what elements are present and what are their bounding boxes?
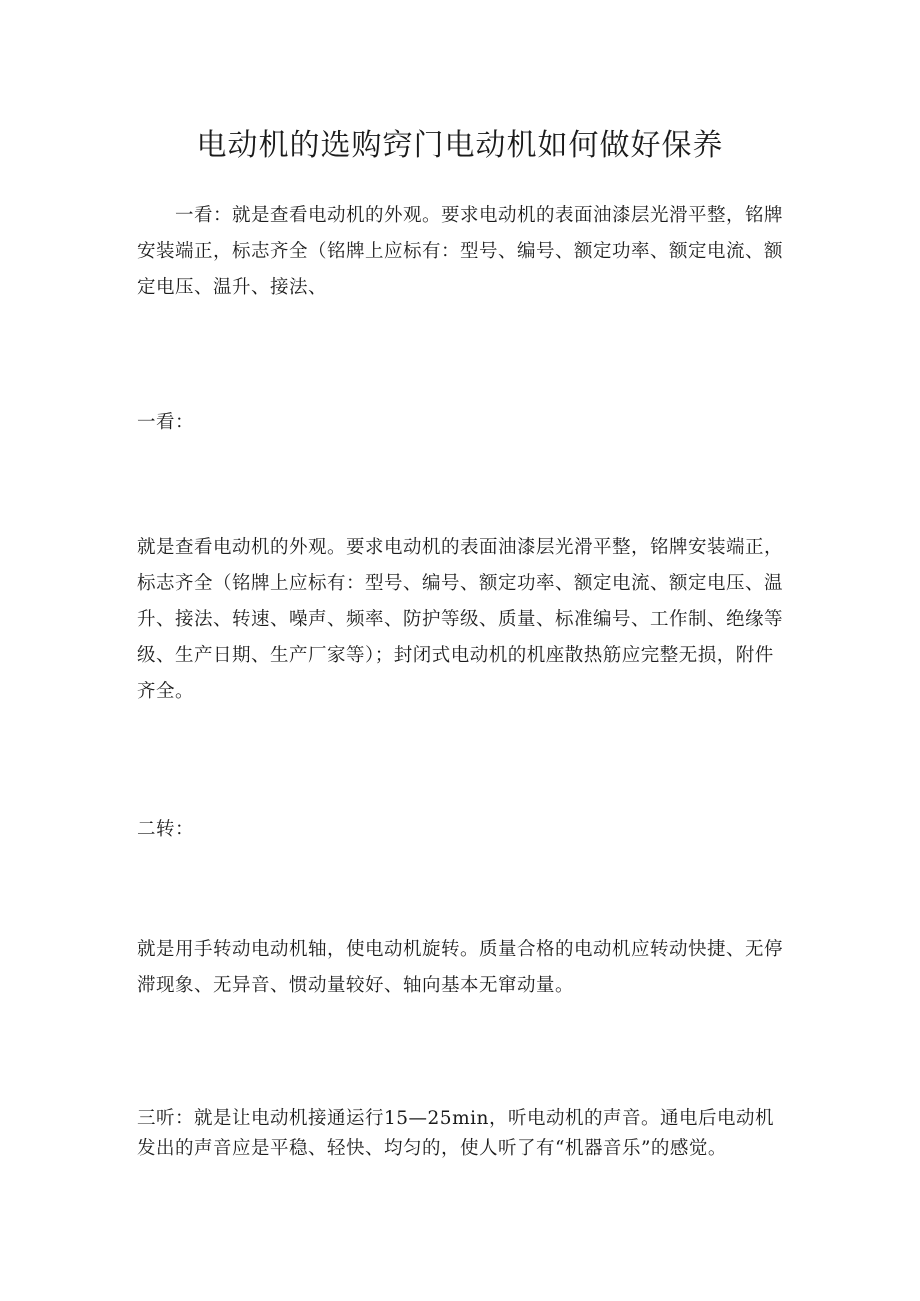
section-body-listen: 三听：就是让电动机接通运行15—25min，听电动机的声音。通电后电动机发出的声音应是平稳、轻快、均匀的，使人听了有“机器音乐”的感觉。: [137, 1108, 774, 1159]
section-body-look: 就是查看电动机的外观。要求电动机的表面油漆层光滑平整，铭牌安装端正，标志齐全（铭牌上应标有：型号、编号、额定功率、额定电流、额定电压、温升、接法、转速、噪声、频率、防护等级、质量、标准编号、工作制、绝缘等级、生产日期、生产厂家等）；封闭式电动机的机座散热筋应完整无损，附件齐全。: [137, 537, 784, 702]
section-heading-look: 一看：: [137, 412, 195, 433]
section-heading-turn: 二转：: [137, 819, 195, 840]
section-body-turn: 就是用手转动电动机轴，使电动机旋转。质量合格的电动机应转动快捷、无停滞现象、无异音、惯动量较好、轴向基本无窜动量。: [137, 939, 784, 996]
document-title: 电动机的选购窍门电动机如何做好保养: [196, 128, 724, 163]
intro-paragraph: 一看：就是查看电动机的外观。要求电动机的表面油漆层光滑平整，铭牌安装端正，标志齐全（铭牌上应标有：型号、编号、额定功率、额定电流、额定电压、温升、接法、: [137, 205, 784, 298]
